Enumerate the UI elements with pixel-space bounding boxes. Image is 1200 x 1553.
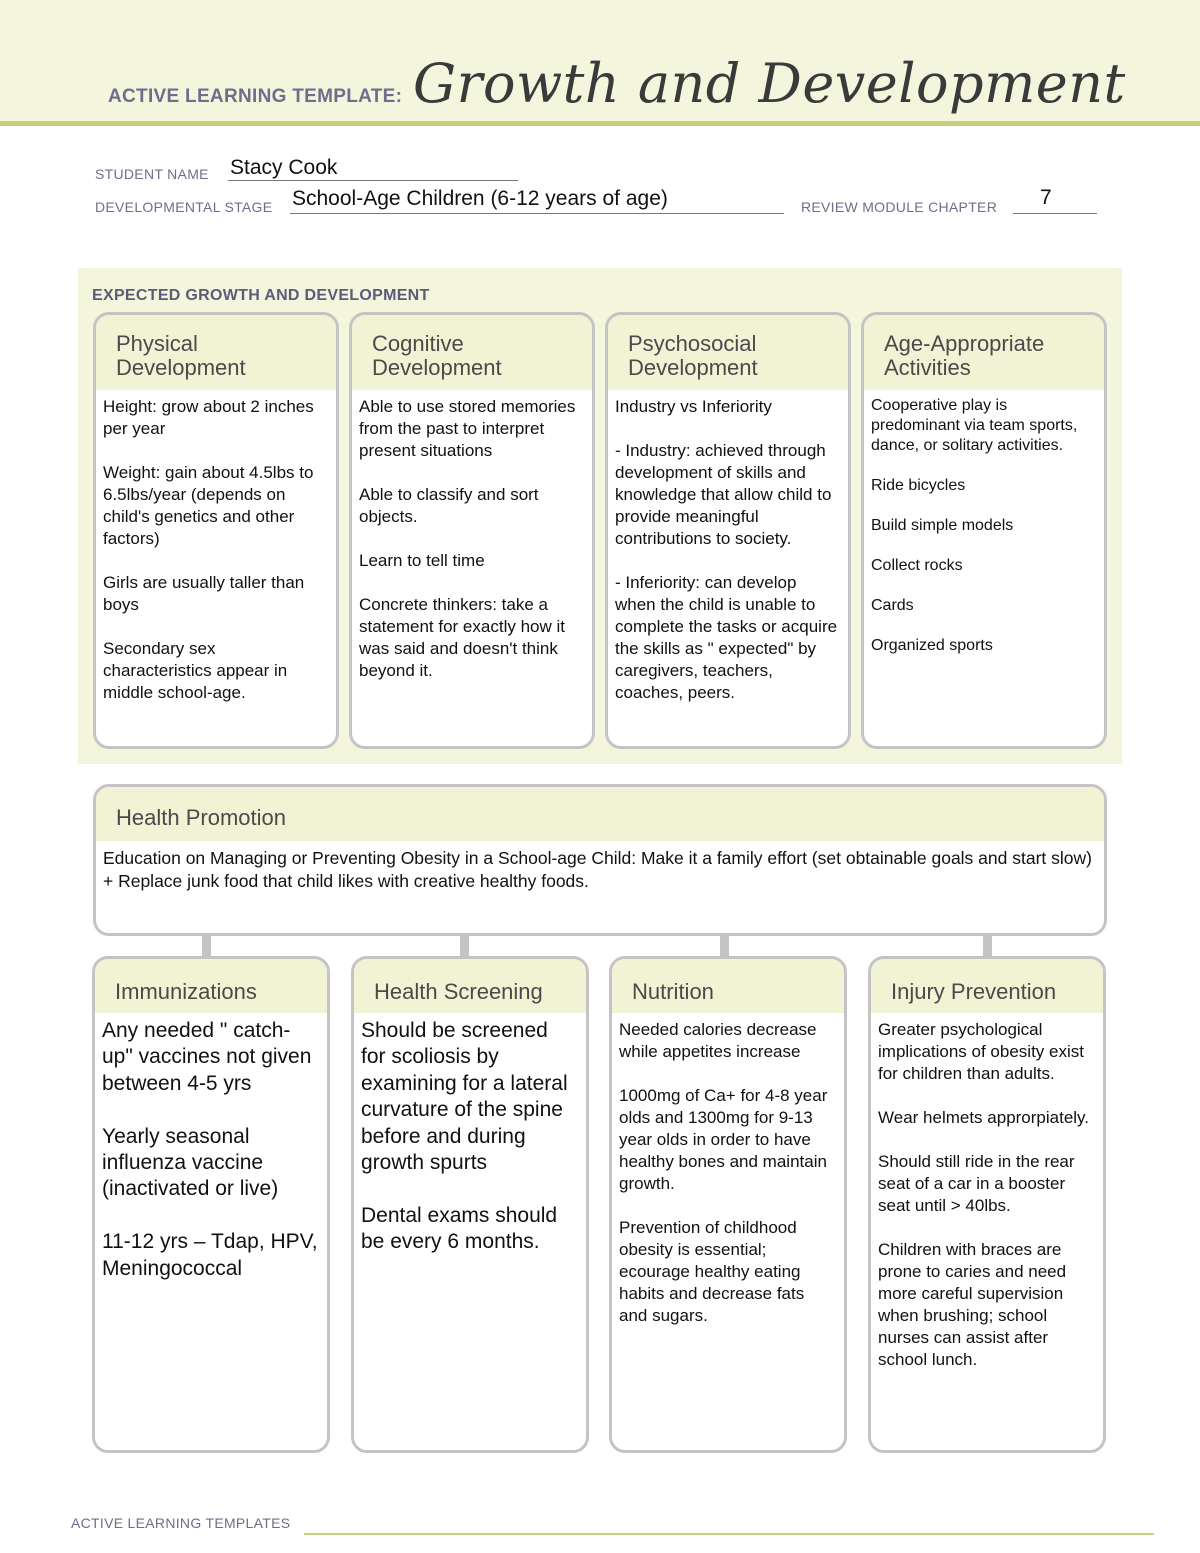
developmental-stage-field[interactable]: School-Age Children (6-12 years of age) (292, 187, 668, 210)
nutrition-body: Needed calories decrease while appetites increase 1000mg of Ca+ for 4-8 year olds and 1300mg for 9-13 year olds in order to have healthy bones and maintain growth. Prevention of childhood obesity is essential; ecourage healthy eating habits and decrease fats and sugars. (619, 1020, 828, 1325)
review-module-label: REVIEW MODULE CHAPTER (801, 199, 998, 215)
student-name-label: STUDENT NAME (95, 166, 209, 182)
health-screening-card (351, 956, 589, 1453)
immunizations-body: Any needed " catch-up" vaccines not given between 4-5 yrs Yearly seasonal influenza vaccine (inactivated or live) 11-12 yrs – Tdap, HPV, Meningococcal (102, 1019, 318, 1280)
connector-nutrition (720, 935, 729, 957)
injury-prevention-card (868, 956, 1106, 1453)
psychosocial-development-card (605, 312, 851, 749)
age-appropriate-activities-card (861, 312, 1107, 749)
health-promotion-card (93, 784, 1107, 936)
health-screening-title: Health Screening (354, 959, 586, 1013)
student-name-underline (228, 180, 518, 181)
connector-immunizations (202, 935, 211, 957)
cognitive-development-title: Cognitive Development (352, 315, 592, 390)
injury-prevention-title: Injury Prevention (871, 959, 1103, 1013)
physical-development-title: Physical Development (96, 315, 336, 390)
cognitive-development-body: Able to use stored memories from the past to interpret present situations Able to classify and sort objects. Learn to tell time Concrete thinkers: take a statement for exactly how it was said and doesn't think beyond it. (359, 397, 576, 680)
developmental-stage-underline (290, 213, 784, 214)
developmental-stage-label: DEVELOPMENTAL STAGE (95, 199, 273, 215)
psychosocial-development-title: Psychosocial Development (608, 315, 848, 390)
immunizations-title: Immunizations (95, 959, 327, 1013)
psychosocial-development-body: Industry vs Inferiority - Industry: achieved through development of skills and knowledge that allow child to provide meaningful contributions to society. - Inferiority: can develop when the child is unable to complete the tasks or acquire the skills as " expected" by caregivers, teachers, coaches, peers. (615, 397, 838, 702)
physical-development-body: Height: grow about 2 inches per year Weight: gain about 4.5lbs to 6.5lbs/year (depends on child's genetics and other factors) Girls are usually taller than boys Secondary sex characteristics appear in middle school-age. (103, 397, 314, 702)
nutrition-card (609, 956, 847, 1453)
review-module-underline (1013, 213, 1097, 214)
footer-rule (304, 1533, 1154, 1535)
cognitive-development-card (349, 312, 595, 749)
health-screening-body: Should be screened for scoliosis by examining for a lateral curvature of the spine before and during growth spurts Dental exams should be every 6 months. (361, 1019, 568, 1254)
student-name-field[interactable]: Stacy Cook (230, 156, 338, 179)
expected-growth-title: EXPECTED GROWTH AND DEVELOPMENT (92, 287, 430, 304)
immunizations-card (92, 956, 330, 1453)
physical-development-card (93, 312, 339, 749)
connector-injury-prevention (983, 935, 992, 957)
review-module-chapter-field[interactable]: 7 (1040, 186, 1052, 209)
footer-label: ACTIVE LEARNING TEMPLATES (71, 1515, 291, 1531)
page-title: Growth and Development (413, 52, 1126, 115)
age-appropriate-activities-title: Age-Appropriate Activities (864, 315, 1104, 390)
header-rule (0, 121, 1200, 126)
nutrition-title: Nutrition (612, 959, 844, 1013)
injury-prevention-body: Greater psychological implications of obesity exist for children than adults. Wear helmets approrpiately. Should still ride in the rear seat of a car in a booster seat until > 40lbs. Children with braces are prone to caries and need more careful supervision when brushing; school nurses can assist after school lunch. (878, 1020, 1090, 1369)
health-promotion-body: Education on Managing or Preventing Obesity in a School-age Child: Make it a family effort (set obtainable goals and start slow) + Replace junk food that child likes with creative healthy foods. (103, 848, 1092, 891)
connector-health-screening (460, 935, 469, 957)
template-label: ACTIVE LEARNING TEMPLATE: (108, 86, 403, 107)
health-promotion-title: Health Promotion (96, 787, 1104, 841)
age-appropriate-activities-body: Cooperative play is predominant via team sports, dance, or solitary activities. Ride bicycles Build simple models Collect rocks Cards Organized sports (871, 397, 1078, 654)
